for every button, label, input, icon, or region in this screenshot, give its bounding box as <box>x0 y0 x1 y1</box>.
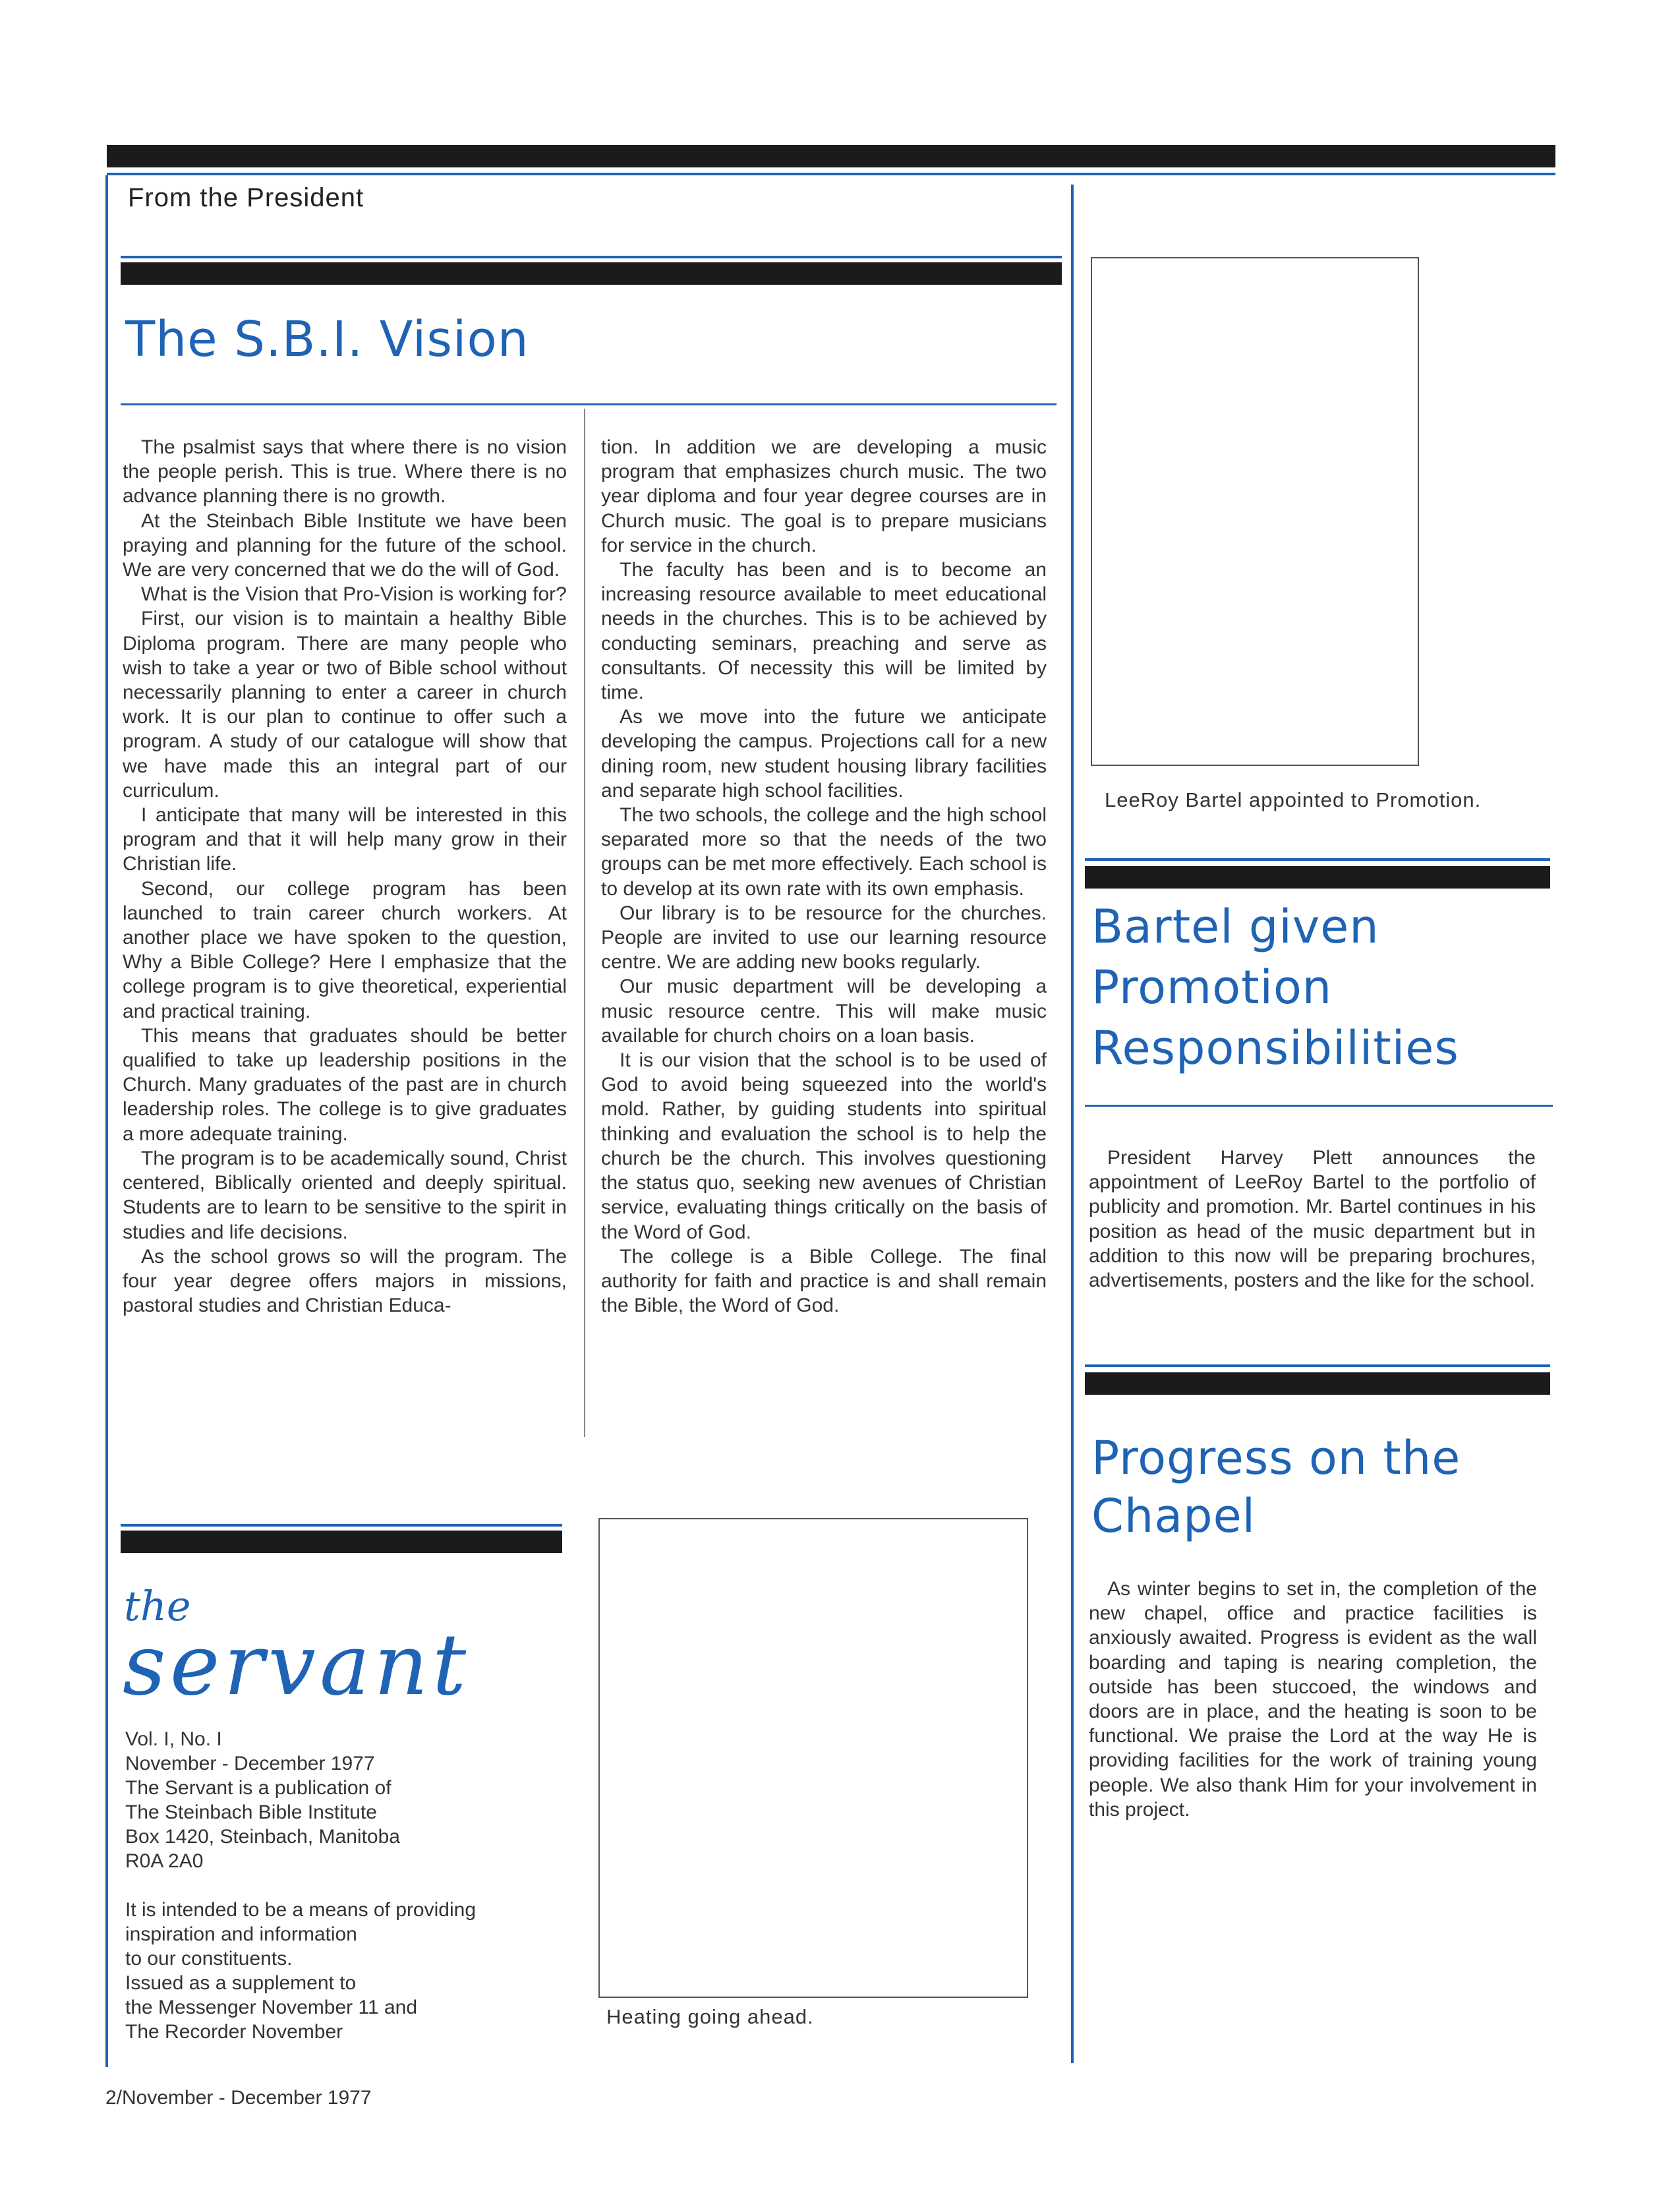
paragraph: As the school grows so will the program. The four year degree offers majors in missions, pastoral studies and Christian Educa- <box>123 1245 567 1317</box>
paragraph: Our music department will be developing a music resource centre. This will make music available for church choirs on a loan basis. <box>601 976 1047 1047</box>
paragraph: As winter begins to set in, the completion of the new chapel, office and practice facilities is anxiously awaited. Progress is evident as the wall boarding and taping is nearing completion, the outside has been stuccoed, the windows and doors are in place, and the heating is soon to be functional. We praise the Lord at the way He is providing facilities for the work of training young people. We also thank Him for your involvement in this project. <box>1089 1578 1537 1821</box>
left-margin-rule <box>105 175 108 2067</box>
paragraph: At the Steinbach Bible Institute we have been praying and planning for the future of the school. We are very concerned that we do the will of God. <box>123 510 567 581</box>
chapel-black-bar <box>1085 1372 1550 1395</box>
masthead-top-rule <box>121 1524 562 1527</box>
masthead-line: Issued as a supplement to <box>125 1972 357 1994</box>
paragraph: The two schools, the college and the high school separated more so that the needs of the two groups can be met more effectively. Each school is to develop at its own rate with its own emphasis. <box>601 804 1047 900</box>
headline-bottom-rule <box>121 403 1057 405</box>
bartel-black-bar <box>1085 866 1550 889</box>
main-article-title: The S.B.I. Vision <box>125 311 529 368</box>
masthead-the: the <box>124 1582 191 1630</box>
top-blue-rule <box>107 173 1555 175</box>
paragraph: President Harvey Plett announces the appointment of LeeRoy Bartel to the portfolio of publicity and promotion. Mr. Bartel continues in his position as head of the music department but in addition to this now will be preparing brochures, advertisements, posters and the like for the school. <box>1089 1147 1536 1292</box>
column-divider-right <box>1071 185 1074 2063</box>
photo-bartel <box>1091 257 1419 766</box>
masthead-info <box>125 1727 476 2044</box>
bartel-bottom-rule <box>1085 1105 1553 1107</box>
chapel-top-rule <box>1085 1364 1550 1367</box>
paragraph: Our library is to be resource for the churches. People are invited to use our learning resource centre. We are adding new books regularly. <box>601 902 1047 974</box>
paragraph: I anticipate that many will be interested in this program and that it will help many grow in their Christian life. <box>123 804 567 875</box>
paragraph: tion. In addition we are developing a music program that emphasizes church music. The two year diploma and four year degree courses are in Church music. The goal is to prepare musicians for service in the church. <box>601 436 1047 556</box>
bartel-title-line: Bartel given <box>1091 900 1379 954</box>
paragraph: It is our vision that the school is to be used of God to avoid being squeezed into the world's mold. Rather, by guiding students into spiritual thinking and evaluation the school is to help the church be the church. This involves questioning the status quo, seeking new avenues of Christian service, evaluating things critically on the basis of the Word of God. <box>601 1049 1047 1243</box>
paragraph: The program is to be academically sound, Christ centered, Biblically oriented and deeply spiritual. Students are to learn to be sensitive to the spirit in studies and life decisions. <box>123 1147 567 1243</box>
paragraph: What is the Vision that Pro-Vision is working for? <box>141 583 567 606</box>
body-column-divider <box>584 409 585 1437</box>
paragraph: As we move into the future we anticipate developing the campus. Projections call for a new dining room, new student housing library facilities and separate high school facilities. <box>601 706 1047 802</box>
bartel-body <box>1089 1146 1536 1293</box>
masthead-black-bar <box>121 1531 562 1553</box>
paragraph: The psalmist says that where there is no vision the people perish. This is true. Where there is no advance planning there is no growth. <box>123 436 567 508</box>
page-folio: 2/November - December 1977 <box>105 2087 372 2109</box>
paragraph: Second, our college program has been launched to train career church workers. At another place we have spoken to the question, Why a Bible College? Here I emphasize that the college program is to give theoretical, experiential and practical training. <box>123 877 567 1022</box>
headline-black-bar <box>121 262 1062 285</box>
photo-heating <box>598 1518 1028 1998</box>
masthead-line: The Servant is a publication of <box>125 1777 391 1799</box>
masthead-line: inspiration and information <box>125 1923 357 1945</box>
section-label: From the President <box>128 183 364 212</box>
chapel-title-line: Progress on the <box>1091 1431 1461 1485</box>
masthead-line: November - December 1977 <box>125 1753 375 1774</box>
chapel-body <box>1089 1577 1537 1822</box>
photo-caption-heating: Heating going ahead. <box>606 2005 814 2028</box>
bartel-title-line: Responsibilities <box>1091 1021 1459 1075</box>
masthead-line: R0A 2A0 <box>125 1850 204 1872</box>
bartel-top-rule <box>1085 858 1550 861</box>
bartel-title-line: Promotion <box>1091 960 1333 1014</box>
photo-caption-bartel: LeeRoy Bartel appointed to Promotion. <box>1105 788 1482 811</box>
masthead-line: The Steinbach Bible Institute <box>125 1801 377 1823</box>
bartel-title <box>1091 896 1459 1078</box>
main-article-column-1 <box>123 435 567 1318</box>
masthead-line: The Recorder November <box>125 2021 343 2043</box>
masthead-line: Vol. I, No. I <box>125 1728 222 1750</box>
paragraph: The faculty has been and is to become an increasing resource available to meet educational needs in the churches. This is to be achieved by conducting seminars, preaching and serve as consultants. Of necessity this will be limited by time. <box>601 559 1047 704</box>
chapel-title <box>1091 1429 1461 1545</box>
paragraph: This means that graduates should be better qualified to take up leadership positions in the Church. Many graduates of the past are in church leadership roles. The college is to give graduates a more adequate training. <box>123 1024 567 1145</box>
main-article-column-2 <box>601 435 1047 1318</box>
chapel-title-line: Chapel <box>1091 1489 1256 1543</box>
masthead-logo: servant <box>123 1616 471 1714</box>
top-black-bar <box>107 145 1555 167</box>
masthead-line <box>125 1873 476 1898</box>
masthead-line: Box 1420, Steinbach, Manitoba <box>125 1826 400 1848</box>
paragraph: First, our vision is to maintain a healthy Bible Diploma program. There are many people who wish to take a year or two of Bible school without necessarily planning to enter a career in church work. It is our plan to continue to offer such a program. A study of our catalogue will show that we have made this an integral part of our curriculum. <box>123 608 567 802</box>
headline-top-rule <box>121 256 1062 258</box>
masthead-line: It is intended to be a means of providing <box>125 1899 477 1921</box>
paragraph: The college is a Bible College. The final authority for faith and practice is and shall remain the Bible, the Word of God. <box>601 1245 1047 1317</box>
masthead-line: to our constituents. <box>125 1948 293 1970</box>
masthead-line: the Messenger November 11 and <box>125 1997 418 2018</box>
